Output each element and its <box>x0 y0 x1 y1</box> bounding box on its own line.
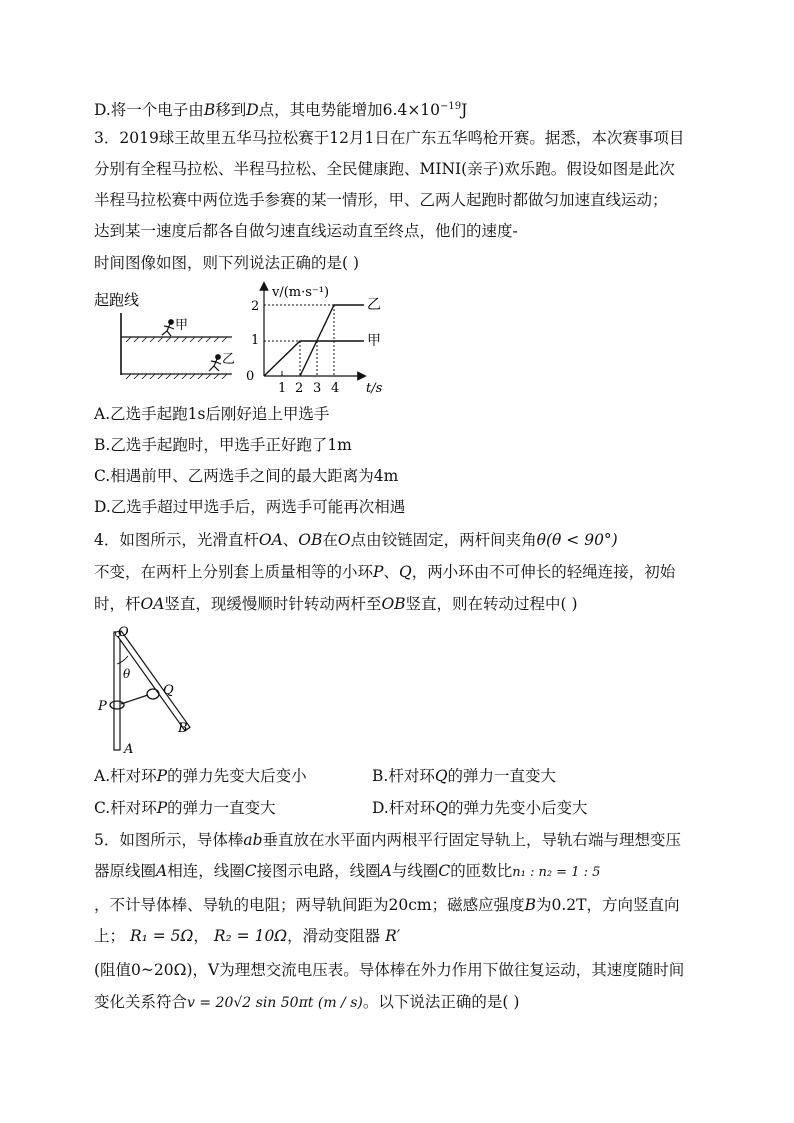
x-axis-label: t/s <box>366 381 383 396</box>
text: 的匝数比 <box>450 862 513 880</box>
runner-a-icon <box>162 320 174 336</box>
var-ring: Q <box>434 767 448 785</box>
var-ob: OB <box>298 531 323 549</box>
q5-stem-line-5: (阻值0~20Ω)，V为理想交流电压表。导体棒在外力作用下做往复运动，其速度随时间 <box>94 961 685 979</box>
text: 在 <box>322 531 338 549</box>
text: 4．如图所示，光滑直杆 <box>94 531 259 549</box>
text: 竖直，则在转动过程中( ) <box>405 595 578 613</box>
q3-stem-line-5: 时间图像如图，则下列说法正确的是( ) <box>94 254 360 272</box>
var-ob: OB <box>381 595 406 613</box>
unit: J <box>461 101 468 120</box>
var-ring: Q <box>435 799 449 817</box>
q3-vt-graph <box>246 280 396 398</box>
q5-stem-line-4 <box>94 925 400 947</box>
x-tick-2: 2 <box>295 381 304 396</box>
x-tick-3: 3 <box>313 381 322 396</box>
rope <box>121 695 148 704</box>
turns-ratio: n₁ : n₂ = 1 : 5 <box>512 865 601 880</box>
text: 点，其电势能增加 <box>258 101 383 120</box>
text: 接图示电路，线圈 <box>256 862 381 880</box>
text: ， <box>193 927 209 945</box>
q5-stem-line-2 <box>94 860 600 884</box>
runner-a-label: 甲 <box>175 318 189 333</box>
text: 、 <box>282 531 299 549</box>
var-b: B <box>203 101 216 120</box>
var-a: A <box>156 862 168 880</box>
q4-option-c <box>94 797 276 819</box>
text: D.将一个电子由 <box>94 101 204 120</box>
text: D.杆对环 <box>372 799 436 817</box>
q5-stem-line-6 <box>94 991 519 1014</box>
var-oa: OA <box>258 531 283 549</box>
runner-b-icon <box>209 355 221 371</box>
var-oa: OA <box>140 595 165 613</box>
var-o: O <box>337 531 351 549</box>
exponent: −19 <box>440 101 462 112</box>
text: 的弹力先变大后变小 <box>167 767 307 785</box>
text: 上； <box>94 927 126 945</box>
q3-option-b: B.乙选手起跑时，甲选手正好跑了1m <box>94 436 352 454</box>
text: 的弹力先变小后变大 <box>448 799 588 817</box>
series-a-label: 甲 <box>367 333 381 349</box>
var-p: P <box>373 563 384 581</box>
var-c: C <box>244 862 257 880</box>
q5-stem-line-3 <box>94 894 680 916</box>
text: 的弹力一直变大 <box>447 767 557 785</box>
q3-option-c: C.相遇前甲、乙两选手之间的最大距离为4m <box>94 467 399 485</box>
text: 相连，线圈 <box>167 862 245 880</box>
rod-oa <box>114 632 120 750</box>
hatching <box>126 337 227 379</box>
r2-value: R₂ = 10Ω <box>213 927 288 945</box>
ring-q <box>147 689 159 699</box>
q3-option-a: A.乙选手起跑1s后刚好追上甲选手 <box>94 405 330 423</box>
y-tick-1: 1 <box>251 333 260 348</box>
q4-stem-line-3 <box>94 593 578 615</box>
label-a: A <box>124 742 134 757</box>
q5-stem-line-1 <box>94 829 681 851</box>
text: 移到 <box>215 101 247 120</box>
text: C.杆对环 <box>94 799 157 817</box>
label-b: B <box>178 721 188 736</box>
q4-option-b <box>372 765 556 787</box>
text: 时，杆 <box>94 595 141 613</box>
y-tick-2: 2 <box>251 299 260 314</box>
x-tick-4: 4 <box>331 381 340 396</box>
y-axis-label: v/(m·s⁻¹) <box>272 285 330 300</box>
q4-stem-line-1 <box>94 529 618 551</box>
q4-stem-line-2 <box>94 561 675 583</box>
label-q: Q <box>163 683 174 698</box>
var-q: Q <box>398 563 412 581</box>
text: 不变，在两杆上分别套上质量相等的小环 <box>94 563 374 581</box>
q4-option-d <box>372 797 588 819</box>
x-tick-1: 1 <box>278 381 287 396</box>
q3-stem-line-4: 达到某一速度后都各自做匀速直线运动直至终点，他们的速度- <box>94 222 518 240</box>
text: A.杆对环 <box>94 767 157 785</box>
text: 点由铰链固定，两杆间夹角 <box>350 531 537 549</box>
r1-value: R₁ = 5Ω <box>129 927 194 945</box>
var-b: B <box>524 896 536 914</box>
text: 竖直，现缓慢顺时针转动两杆至 <box>164 595 382 613</box>
q4-option-a <box>94 765 307 787</box>
value: 6.4×10 <box>382 101 441 120</box>
q3-track-figure <box>92 283 242 383</box>
text: 与线圈 <box>391 862 439 880</box>
label-p: P <box>98 699 107 714</box>
label-theta: θ <box>123 667 131 681</box>
q3-option-d: D.乙选手超过甲选手后，两选手可能再次相遇 <box>94 498 406 516</box>
text: 。以下说法正确的是( ) <box>362 993 520 1011</box>
text: ，两小环由不可伸长的轻绳连接，初始 <box>411 563 676 581</box>
origin-label: 0 <box>246 369 255 384</box>
text: 器原线圈 <box>94 862 157 880</box>
q2-option-d <box>94 96 467 121</box>
var-ring: P <box>156 799 168 817</box>
var-r-prime: R′ <box>385 927 401 945</box>
text: 垂直放在水平面内两根平行固定导轨上，导轨右端与理想变压 <box>262 831 682 849</box>
q3-stem-line-2: 分别有全程马拉松、半程马拉松、全民健康跑、MINI(亲子)欢乐跑。假设如图是此次 <box>94 160 675 178</box>
text: ，滑动变阻器 <box>287 927 381 945</box>
text: 为0.2T，方向竖直向 <box>536 896 680 914</box>
series-b-label: 乙 <box>367 297 381 313</box>
var-ring: P <box>156 767 168 785</box>
runner-b-label: 乙 <box>222 352 236 367</box>
q3-stem-line-1: 3．2019球王故里五华马拉松赛于12月1日在广东五华鸣枪开赛。据悉，本次赛事项目 <box>94 129 685 147</box>
q4-rods-figure <box>92 622 202 758</box>
label-o: O <box>118 625 129 640</box>
angle-expr: θ(θ < 90°) <box>536 531 618 549</box>
text: 的弹力一直变大 <box>167 799 276 817</box>
text: 5．如图所示，导体棒 <box>94 831 244 849</box>
text: ，不计导体棒、导轨的电阻；两导轨间距为20cm；磁感应强度 <box>94 896 525 914</box>
velocity-formula: v = 20√2 sin 50πt (m / s) <box>187 995 363 1011</box>
text: 、 <box>383 563 399 581</box>
rod-ob <box>117 631 190 731</box>
q3-stem-line-3: 半程马拉松赛中两位选手参赛的某一情形，甲、乙两人起跑时都做匀加速直线运动； <box>94 191 668 209</box>
text: B.杆对环 <box>372 767 435 785</box>
var-a: A <box>380 862 392 880</box>
start-line-label: 起跑线 <box>94 291 140 309</box>
text: 变化关系符合 <box>94 993 188 1011</box>
var-c: C <box>438 862 451 880</box>
var-ab: ab <box>243 831 263 849</box>
var-d: D <box>246 101 259 120</box>
